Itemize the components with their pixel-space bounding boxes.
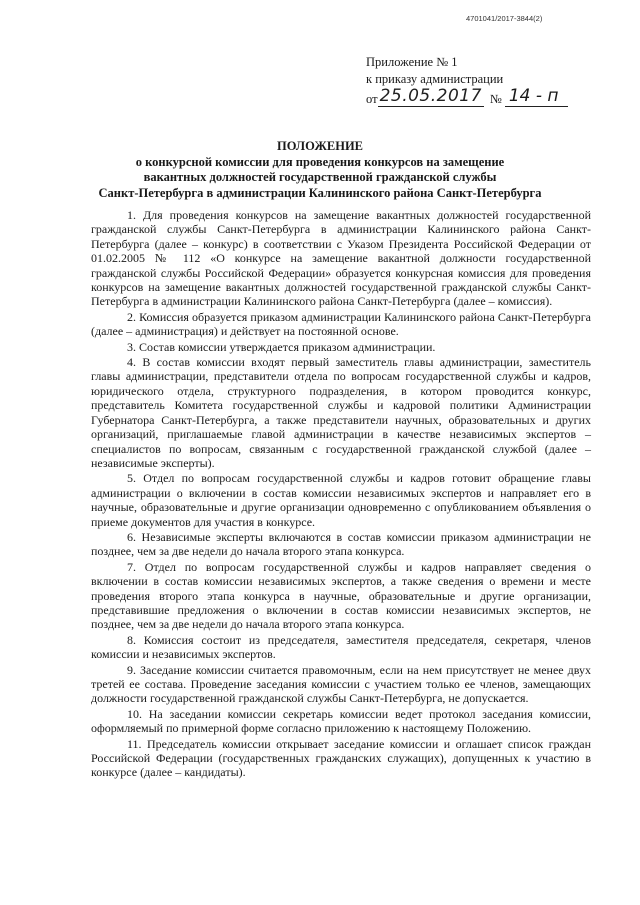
handwritten-date: 25.05.2017 xyxy=(379,86,482,106)
paragraph-5: 5. Отдел по вопросам государственной службы и кадров готовит обращение главы администрации о включении в состав комиссии независимых экспертов и направляет его в научные, образовательные и другие организации одновременно с опубликованием объявления о приеме документов для участия в конкурсе. xyxy=(91,471,591,529)
paragraph-10: 10. На заседании комиссии секретарь комиссии ведет протокол заседания комиссии, оформляемый по примерной форме согласно приложению к настоящему Положению. xyxy=(91,706,591,736)
appendix-line-2: к приказу администрации xyxy=(366,72,504,86)
paragraph-7: 7. Отдел по вопросам государственной службы и кадров направляет сведения о включении в состав комиссии независимых экспертов, а также сведения о времени и месте проведения второго этапа конкурса в научные, образовательные и другие организации, представившие предложения о включении в состав комиссии независимых экспертов, не позднее, чем за две недели до начала второго этапа конкурса. xyxy=(91,559,591,632)
title-line-2: о конкурсной комиссии для проведения конкурсов на замещение xyxy=(135,154,505,169)
document-title xyxy=(0,139,640,201)
paragraph-9: 9. Заседание комиссии считается правомочным, если на нем присутствует не менее двух третей ее состава. Проведение заседания комиссии с участием только ее членов, замещающих должности государственной гражданской службы Санкт-Петербурга, не допускается. xyxy=(91,662,591,706)
paragraph-6: 6. Независимые эксперты включаются в состав комиссии приказом администрации не позднее, чем за две недели до начала второго этапа конкурса. xyxy=(91,529,591,559)
paragraph-11: 11. Председатель комиссии открывает заседание комиссии и оглашает список граждан Российской Федерации (государственных гражданских служащих), допущенных к участию в конкурсе (далее – кандидаты). xyxy=(91,736,591,780)
title-line-1: ПОЛОЖЕНИЕ xyxy=(276,139,364,153)
appendix-header xyxy=(366,54,503,88)
paragraph-4: 4. В состав комиссии входят первый заместитель главы администрации, заместитель главы администрации, представители отдела по вопросам государственной службы и кадров, юридического отдела, структурного подразделения, в котором проводится конкурс, представитель Комитета государственной службы и кадровой политики Администрации Губернатора Санкт-Петербурга, а также представители научных, образовательных и других организаций, приглашаемые главой администрации в качестве независимых экспертов – специалистов по вопросам, связанным с государственной гражданской службой (далее – независимые эксперты). xyxy=(91,355,591,470)
number-prefix: № xyxy=(489,92,502,106)
paragraph-1: 1. Для проведения конкурсов на замещение вакантных должностей государственной гражданской службы Санкт-Петербурга в администрации Калининского района Санкт-Петербурга (далее – конкурс) в соответствии с Указом Президента Российской Федерации от 01.02.2005 № 112 «О конкурсе на замещение вакантной должности государственной гражданской службы Российской Федерации» образуется конкурсная комиссия для проведения конкурсов на замещение вакантных должностей государственной гражданской службы Санкт-Петербурга в администрации Калининского района Санкт-Петербурга (далее – комиссия). xyxy=(91,208,591,309)
paragraph-2: 2. Комиссия образуется приказом администрации Калининского района Санкт-Петербурга (далее – администрация) и действует на постоянной основе. xyxy=(91,309,591,339)
appendix-line-1: Приложение № 1 xyxy=(366,55,458,69)
handwritten-number: 14 - п xyxy=(505,86,568,107)
paragraph-8: 8. Комиссия состоит из председателя, заместителя председателя, секретаря, членов комиссии и независимых экспертов. xyxy=(91,632,591,662)
paragraph-3: 3. Состав комиссии утверждается приказом администрации. xyxy=(127,339,436,354)
document-body xyxy=(91,208,591,781)
order-date-number xyxy=(366,86,568,107)
document-id: 4701041/2017-3844(2) xyxy=(466,14,543,23)
title-line-4: Санкт-Петербурга в администрации Калининского района Санкт-Петербурга xyxy=(98,185,542,200)
title-line-3: вакантных должностей государственной гражданской службы xyxy=(143,170,497,184)
date-prefix: от xyxy=(366,92,378,106)
